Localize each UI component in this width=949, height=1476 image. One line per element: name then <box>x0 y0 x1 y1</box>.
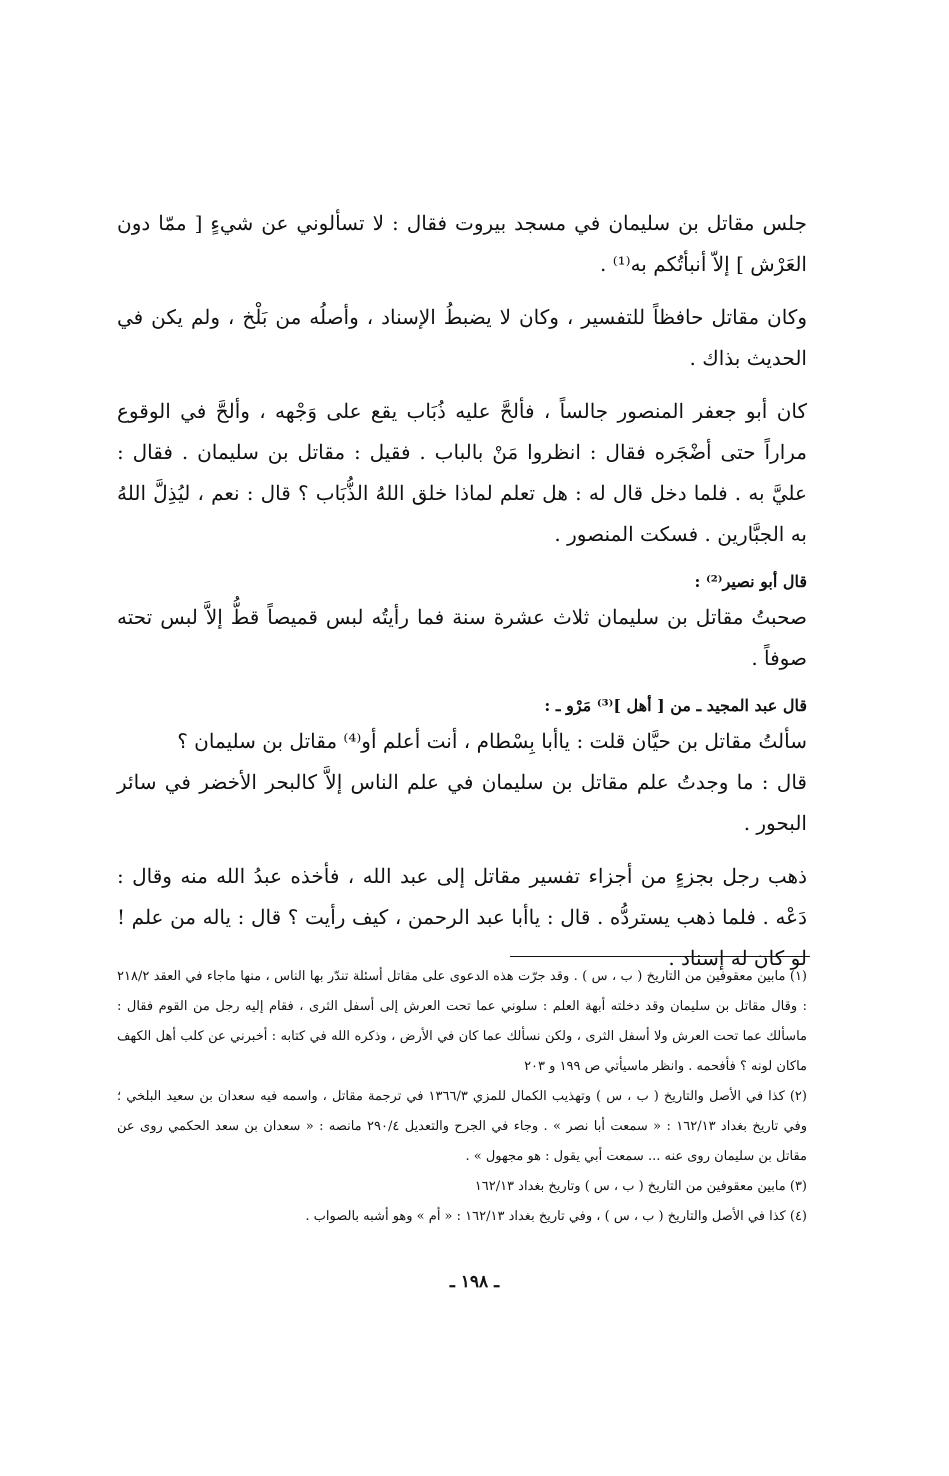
footnote-3: (٣) مابين معقوفين من التاريخ ( ب ، س ) وتاريخ بغداد ١٦٢/١٣ <box>474 1179 807 1194</box>
narrator-heading-2: قال عبد المجيد ـ من [ أهل ]⁽³⁾ مَرْو ـ : <box>544 696 807 715</box>
paragraph-2: وكان مقاتل حافظاً للتفسير ، وكان لا يضبطُ الإسناد ، وأصلُه من بَلْخ ، ولم يكن في الحديث بذاك . <box>117 305 807 370</box>
footnotes <box>117 962 807 1232</box>
main-text <box>117 203 807 991</box>
paragraph-6: ذهب رجل بجزءٍ من أجزاء تفسير مقاتل إلى عبد الله ، فأخذه عبدُ الله منه وقال : دَعْه . فلما ذهب يستردُّه . قال : ياأبا عبد الرحمن ، كيف رأيت ؟ قال : ياله من علم ! لو كان له إسناد . <box>117 864 807 970</box>
page-number: ـ ١٩٨ ـ <box>449 1272 500 1292</box>
paragraph-3: كان أبو جعفر المنصور جالساً ، فألحَّ عليه ذُبَاب يقع على وَجْهه ، وألحَّ في الوقوع مراراً حتى أضْجَره فقال : انظروا مَنْ بالباب . فقيل : مقاتل بن سليمان . فقال : عليَّ به . فلما دخل قال له : هل تعلم لماذا خلق اللهُ الذُّبَاب ؟ قال : نعم ، ليُذِلَّ اللهُ به الجبَّارين . فسكت المنصور . <box>117 399 807 546</box>
footnote-4: (٤) كذا في الأصل والتاريخ ( ب ، س ) ، وفي تاريخ بغداد ١٦٢/١٣ : « أم » وهو أشبه بالصواب . <box>305 1209 807 1224</box>
narrator-heading-1: قال أبو نصير⁽²⁾ : <box>694 572 807 591</box>
paragraph-1: جلس مقاتل بن سليمان في مسجد بيروت فقال : لا تسألوني عن شيءٍ [ ممّا دون العَرْش ] إلاّ أنبأتُكم به⁽¹⁾ . <box>117 211 807 276</box>
paragraph-4: قال أبو نصير⁽²⁾ : صحبتُ مقاتل بن سليمان ثلاث عشرة سنة فما رأيتُه لبس قميصاً قطُّ إلاَّ لبس تحته صوفاً . <box>117 567 807 679</box>
paragraph-5: قال عبد المجيد ـ من [ أهل ]⁽³⁾ مَرْو ـ : سألتُ مقاتل بن حيَّان قلت : ياأبا بِسْطام ، أنت أعلم أو⁽⁴⁾ مقاتل بن سليمان ؟ قال : ما وجدتُ علم مقاتل بن سليمان في علم الناس إلاَّ كالبحر الأخضر في سائر البحور . <box>117 691 807 844</box>
footnote-1: (١) مابين معقوفين من التاريخ ( ب ، س ) . وقد جرّت هذه الدعوى على مقاتل أسئلة تندّر بها الناس ، منها ماجاء في العقد ٢١٨/٢ : وقال مقاتل بن سليمان وقد دخلته أبهة العلم : سلوني عما تحت العرش إلى أسفل الثرى ، فقام إليه رجل من القوم فقال : ماسألك عما تحت العرش ولا أسفل الثرى ، ولكن نسألك عما كان في الأرض ، وذكره الله في كتابه : أخبرني عن كلب أهل الكهف ماكان لونه ؟ فأفحمه . وانظر ماسيأتي ص ١٩٩ و ٢٠٣ <box>117 969 807 1074</box>
footnote-2: (٢) كذا في الأصل والتاريخ ( ب ، س ) وتهذيب الكمال للمزي ١٣٦٦/٣ في ترجمة مقاتل ، واسمه فيه سعدان بن سعيد البلخي ؛ وفي تاريخ بغداد ١٦٢/١٣ : « سمعت أبا نصر » . وجاء في الجرح والتعديل ٢٩٠/٤ مانصه : « سعدان بن سعد الحكمي روى عن مقاتل بن سليمان روى عنه ... سمعت أبي يقول : هو مجهول » . <box>117 1089 807 1164</box>
footnote-divider <box>510 956 810 957</box>
